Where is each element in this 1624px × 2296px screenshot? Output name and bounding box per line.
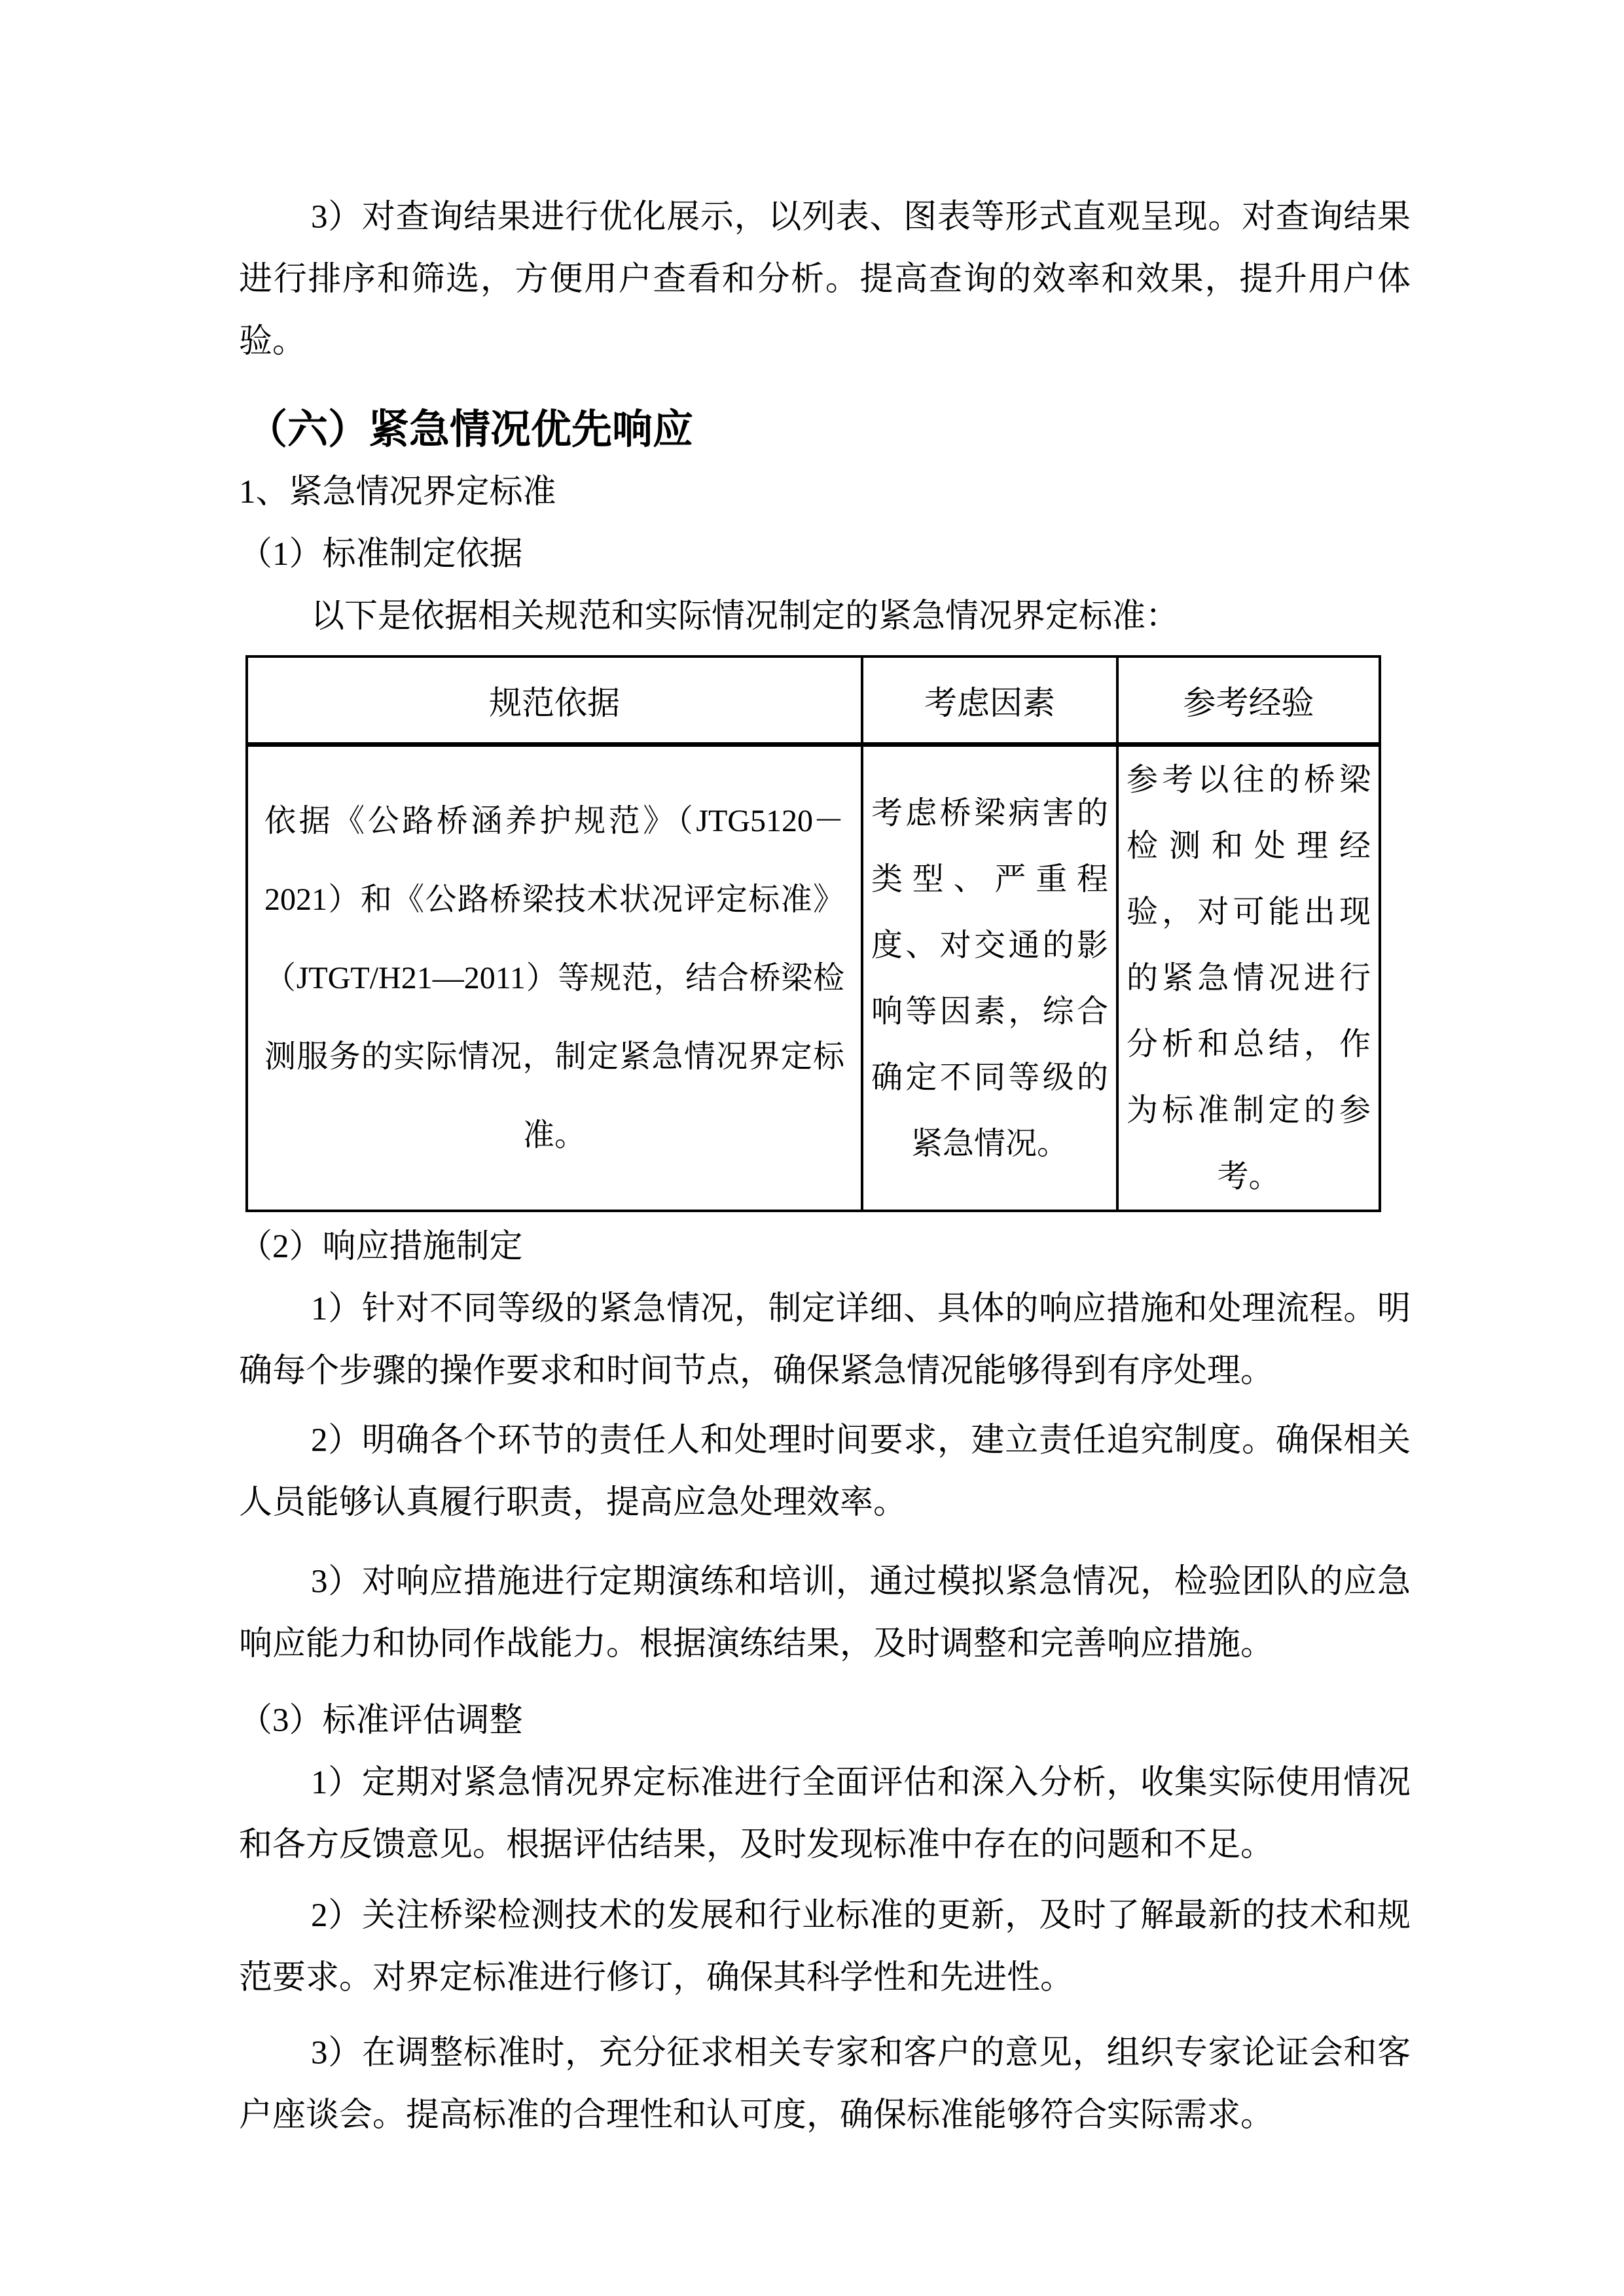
table-header-experience: 参考经验: [1117, 656, 1380, 745]
section-heading-emergency-response: （六）紧急情况优先响应: [247, 408, 694, 452]
table-body-row: [247, 745, 1380, 1211]
document-content: [239, 187, 1411, 2147]
adjustment-paragraph-1: 1）定期对紧急情况界定标准进行全面评估和深入分析，收集实际使用情况和各方反馈意见。根据评估结果，及时发现标准中存在的问题和不足。: [239, 1765, 1411, 1863]
criteria-table: [245, 655, 1381, 1212]
table-header-row: [247, 656, 1380, 745]
item-heading-response-measures: （2）响应措施制定: [239, 1229, 523, 1265]
item-heading-criteria-basis: （1）标准制定依据: [239, 536, 523, 573]
measure-paragraph-2: 2）明确各个环节的责任人和处理时间要求，建立责任追究制度。确保相关人员能够认真履行职责，提高应急处理效率。: [239, 1422, 1411, 1521]
table-header-basis: 规范依据: [247, 656, 862, 745]
item-heading-criteria-evaluation: （3）标准评估调整: [239, 1702, 523, 1739]
table-cell-basis: 依据《公路桥涵养护规范》（JTG5120－2021）和《公路桥梁技术状况评定标准》（JTGT/H21—2011）等规范，结合桥梁检测服务的实际情况，制定紧急情况界定标准。: [247, 745, 862, 1211]
measure-paragraph-3: 3）对响应措施进行定期演练和培训，通过模拟紧急情况，检验团队的应急响应能力和协同作战能力。根据演练结果，及时调整和完善响应措施。: [239, 1564, 1411, 1662]
subheading-definition-criteria: 1、紧急情况界定标准: [239, 474, 556, 511]
body-paragraph-query-results: 3）对查询结果进行优化展示，以列表、图表等形式直观呈现。对查询结果进行排序和筛选，方便用户查看和分析。提高查询的效率和效果，提升用户体验。: [239, 199, 1411, 360]
measure-paragraph-1: 1）针对不同等级的紧急情况，制定详细、具体的响应措施和处理流程。明确每个步骤的操作要求和时间节点，确保紧急情况能够得到有序处理。: [239, 1291, 1411, 1390]
adjustment-paragraph-3: 3）在调整标准时，充分征求相关专家和客户的意见，组织专家论证会和客户座谈会。提高标准的合理性和认可度，确保标准能够符合实际需求。: [239, 2035, 1411, 2134]
table-cell-experience: 参考以往的桥梁检测和处理经验，对可能出现的紧急情况进行分析和总结，作为标准制定的参考。: [1117, 745, 1380, 1211]
table-header-factors: 考虑因素: [862, 656, 1117, 745]
table-intro-paragraph: 以下是依据相关规范和实际情况制定的紧急情况界定标准：: [311, 598, 1180, 635]
adjustment-paragraph-2: 2）关注桥梁检测技术的发展和行业标准的更新，及时了解最新的技术和规范要求。对界定标准进行修订，确保其科学性和先进性。: [239, 1897, 1411, 1996]
table-cell-factors: 考虑桥梁病害的类型、严重程度、对交通的影响等因素，综合确定不同等级的紧急情况。: [862, 745, 1117, 1211]
